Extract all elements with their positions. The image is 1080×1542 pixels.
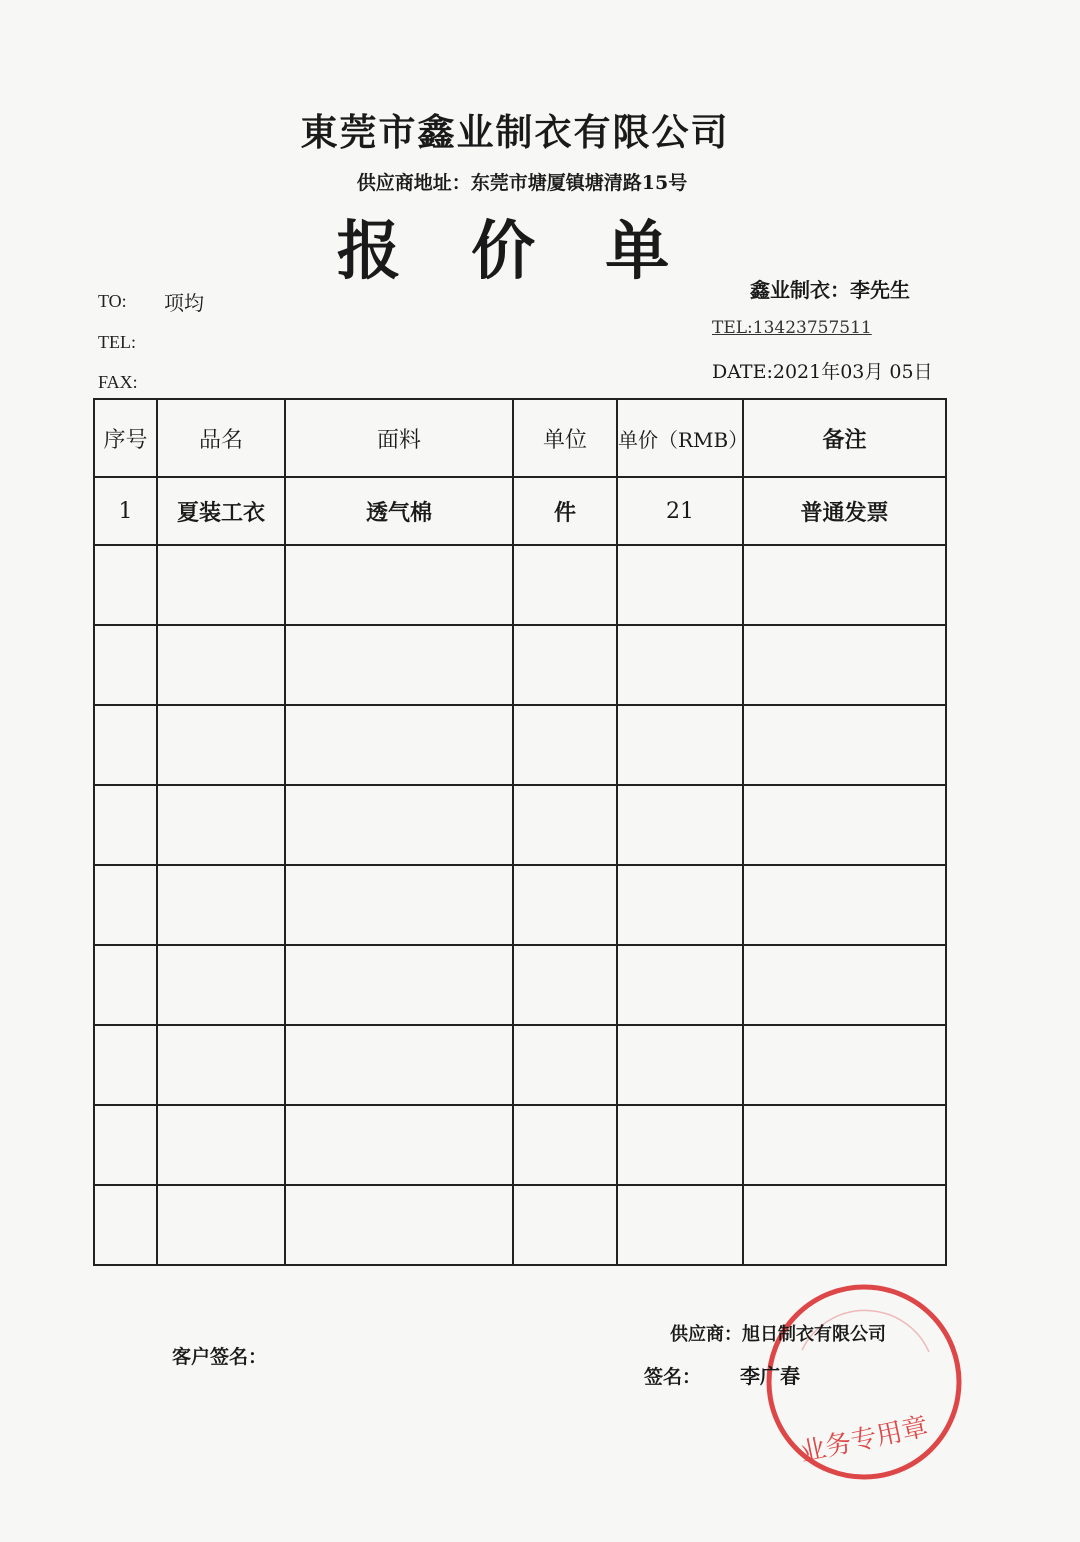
supplier-tel: TEL:13423757511 (712, 318, 872, 338)
empty-cell (285, 785, 513, 865)
supplier-signer: 李广春 (740, 1364, 800, 1388)
empty-cell (513, 945, 617, 1025)
empty-cell (513, 1025, 617, 1105)
empty-cell (513, 865, 617, 945)
empty-cell (157, 1105, 285, 1185)
company-name: 東莞市鑫业制衣有限公司 (300, 110, 730, 154)
empty-cell (157, 785, 285, 865)
empty-cell (285, 545, 513, 625)
header-unit: 单位 (513, 399, 617, 477)
empty-cell (513, 545, 617, 625)
empty-cell (743, 545, 946, 625)
empty-cell (94, 545, 157, 625)
svg-text:业务专用章 (797, 1412, 930, 1468)
empty-cell (94, 705, 157, 785)
empty-cell (94, 625, 157, 705)
empty-cell (285, 625, 513, 705)
empty-cell (743, 625, 946, 705)
to-value: 项均 (164, 291, 204, 315)
cell-fabric: 透气棉 (285, 477, 513, 545)
empty-cell (743, 1025, 946, 1105)
empty-cell (94, 945, 157, 1025)
empty-cell (617, 545, 743, 625)
empty-cell (285, 1185, 513, 1265)
supplier-address: 供应商地址：东莞市塘厦镇塘清路15号 (356, 172, 688, 194)
empty-cell (157, 1185, 285, 1265)
empty-cell (617, 785, 743, 865)
customer-fax-label: FAX: (98, 372, 138, 392)
empty-cell (743, 705, 946, 785)
cell-product: 夏装工衣 (157, 477, 285, 545)
header-fabric: 面料 (285, 399, 513, 477)
empty-cell (157, 945, 285, 1025)
empty-cell (513, 1105, 617, 1185)
cell-price: 21 (617, 477, 743, 545)
customer-signature-label: 客户签名： (172, 1346, 268, 1368)
empty-cell (285, 705, 513, 785)
empty-cell (743, 865, 946, 945)
empty-cell (157, 705, 285, 785)
empty-cell (743, 1185, 946, 1265)
empty-row (94, 945, 946, 1025)
empty-row (94, 785, 946, 865)
header-price: 单价（RMB） (617, 399, 743, 477)
empty-cell (94, 1105, 157, 1185)
header-remark: 备注 (743, 399, 946, 477)
empty-cell (513, 1185, 617, 1265)
cell-remark: 普通发票 (743, 477, 946, 545)
supplier-name: 供应商：旭日制衣有限公司 (670, 1324, 886, 1345)
empty-cell (617, 945, 743, 1025)
seal-text: 业务专用章 (797, 1411, 931, 1469)
empty-cell (617, 1025, 743, 1105)
empty-cell (513, 785, 617, 865)
empty-cell (94, 865, 157, 945)
empty-cell (285, 1025, 513, 1105)
supplier-signature-label: 签名： (644, 1366, 702, 1388)
empty-row (94, 1185, 946, 1265)
empty-row (94, 625, 946, 705)
empty-cell (617, 705, 743, 785)
empty-cell (617, 625, 743, 705)
customer-tel-label: TEL: (98, 332, 136, 352)
header-product: 品名 (157, 399, 285, 477)
to-label: TO: (98, 291, 127, 311)
empty-cell (157, 625, 285, 705)
quote-table (93, 398, 947, 1266)
empty-cell (513, 705, 617, 785)
empty-cell (743, 1105, 946, 1185)
empty-row (94, 1105, 946, 1185)
empty-cell (285, 1105, 513, 1185)
empty-cell (94, 785, 157, 865)
empty-row (94, 865, 946, 945)
header-seq: 序号 (94, 399, 157, 477)
empty-cell (617, 1105, 743, 1185)
empty-cell (157, 545, 285, 625)
empty-cell (157, 865, 285, 945)
document-title: 报 价 单 (336, 214, 694, 289)
cell-seq: 1 (94, 477, 157, 545)
empty-row (94, 545, 946, 625)
table-header-row (94, 399, 946, 477)
supplier-contact: 鑫业制衣：李先生 (750, 278, 910, 302)
empty-cell (617, 865, 743, 945)
empty-cell (617, 1185, 743, 1265)
empty-cell (94, 1025, 157, 1105)
cell-unit: 件 (513, 477, 617, 545)
empty-cell (157, 1025, 285, 1105)
empty-cell (743, 785, 946, 865)
empty-cell (285, 945, 513, 1025)
empty-cell (513, 625, 617, 705)
empty-cell (743, 945, 946, 1025)
table-row (94, 477, 946, 545)
empty-cell (94, 1185, 157, 1265)
empty-row (94, 1025, 946, 1105)
empty-row (94, 705, 946, 785)
empty-cell (285, 865, 513, 945)
quote-date: DATE:2021年03月 05日 (712, 361, 933, 383)
